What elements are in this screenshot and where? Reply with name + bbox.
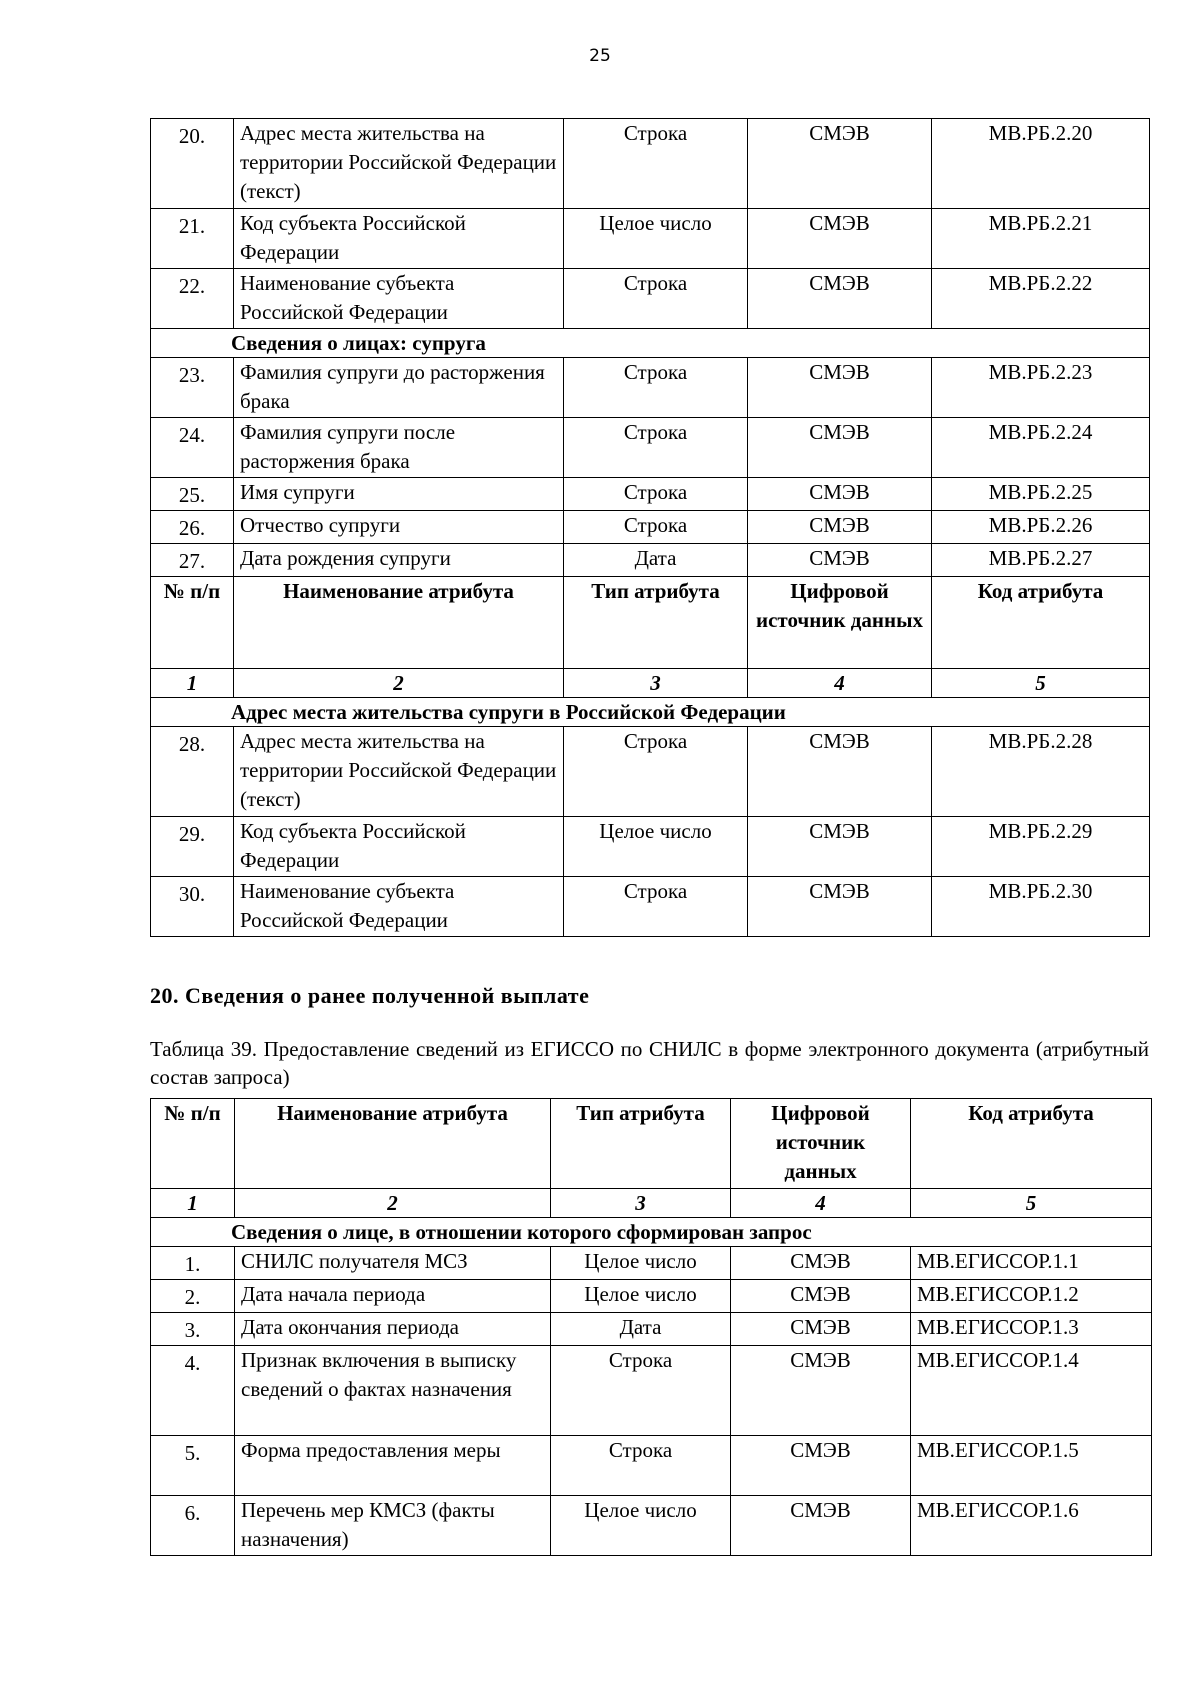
data-source: СМЭВ: [748, 511, 932, 544]
row-number: 5.: [151, 1436, 235, 1496]
attribute-name: Наименование субъекта Российской Федерации: [234, 269, 564, 329]
table-row: [151, 817, 1150, 877]
header-source: Цифровой источник данных: [748, 577, 932, 669]
row-number: 23.: [151, 358, 234, 418]
attribute-type: Строка: [564, 478, 748, 511]
header-number: № п/п: [151, 577, 234, 669]
row-number: 21.: [151, 209, 234, 269]
attribute-name: Отчество супруги: [234, 511, 564, 544]
attribute-code: МВ.РБ.2.27: [932, 544, 1150, 577]
attribute-name: Наименование субъекта Российской Федерации: [234, 877, 564, 937]
header-type: Тип атрибута: [551, 1099, 731, 1189]
section-title-spouse: Сведения о лицах: супруга: [151, 329, 1150, 358]
attribute-code: МВ.РБ.2.29: [932, 817, 1150, 877]
header-code: Код атрибута: [911, 1099, 1152, 1189]
row-number: 22.: [151, 269, 234, 329]
section-row: [151, 329, 1150, 358]
table-row: [151, 1247, 1152, 1280]
table-row: [151, 418, 1150, 478]
attribute-type: Строка: [551, 1346, 731, 1436]
row-number: 29.: [151, 817, 234, 877]
attribute-name: Код субъекта Российской Федерации: [234, 209, 564, 269]
attribute-type: Целое число: [551, 1496, 731, 1556]
attribute-code: МВ.ЕГИССОР.1.4: [911, 1346, 1152, 1436]
data-source: СМЭВ: [731, 1346, 911, 1436]
page-number: 25: [589, 46, 611, 66]
column-index: 1: [151, 669, 234, 698]
data-source: СМЭВ: [731, 1436, 911, 1496]
attribute-type: Строка: [564, 727, 748, 817]
attribute-name: Имя супруги: [234, 478, 564, 511]
attribute-code: МВ.ЕГИССОР.1.5: [911, 1436, 1152, 1496]
table-row: [151, 1436, 1152, 1496]
header-name: Наименование атрибута: [235, 1099, 551, 1189]
attribute-code: МВ.РБ.2.26: [932, 511, 1150, 544]
attribute-type: Целое число: [564, 209, 748, 269]
attribute-type: Целое число: [564, 817, 748, 877]
row-number: 28.: [151, 727, 234, 817]
attribute-name: Фамилия супруги до расторжения брака: [234, 358, 564, 418]
table-row: [151, 877, 1150, 937]
row-number: 25.: [151, 478, 234, 511]
row-number: 1.: [151, 1247, 235, 1280]
table-row: [151, 1313, 1152, 1346]
column-index-row: [151, 1189, 1152, 1218]
attribute-code: МВ.РБ.2.22: [932, 269, 1150, 329]
row-number: 24.: [151, 418, 234, 478]
attribute-code: МВ.РБ.2.30: [932, 877, 1150, 937]
section-title-person: Сведения о лице, в отношении которого сформирован запрос: [151, 1218, 1152, 1247]
data-source: СМЭВ: [731, 1247, 911, 1280]
table-row: [151, 119, 1150, 209]
column-index: 2: [235, 1189, 551, 1218]
column-index: 2: [234, 669, 564, 698]
data-source: СМЭВ: [748, 727, 932, 817]
attribute-name: Адрес места жительства на территории Российской Федерации (текст): [234, 727, 564, 817]
column-index: 5: [911, 1189, 1152, 1218]
attribute-type: Строка: [564, 877, 748, 937]
table-row: [151, 544, 1150, 577]
column-index: 4: [731, 1189, 911, 1218]
header-source: Цифровой источник данных: [731, 1099, 911, 1189]
attribute-type: Строка: [551, 1436, 731, 1496]
table-row: [151, 727, 1150, 817]
attribute-type: Строка: [564, 511, 748, 544]
table-row: [151, 358, 1150, 418]
data-source: СМЭВ: [731, 1280, 911, 1313]
table-caption: Таблица 39. Предоставление сведений из ЕГИССО по СНИЛС в форме электронного документа (атрибутный состав запроса): [150, 1037, 1149, 1089]
row-number: 4.: [151, 1346, 235, 1436]
data-source: СМЭВ: [748, 269, 932, 329]
attribute-name: СНИЛС получателя МСЗ: [235, 1247, 551, 1280]
attribute-name: Фамилия супруги после расторжения брака: [234, 418, 564, 478]
egisso-request-table: [150, 1098, 1152, 1556]
row-number: 30.: [151, 877, 234, 937]
row-number: 3.: [151, 1313, 235, 1346]
attribute-name: Дата начала периода: [235, 1280, 551, 1313]
attribute-code: МВ.ЕГИССОР.1.3: [911, 1313, 1152, 1346]
section-row: [151, 698, 1150, 727]
table-row: [151, 1280, 1152, 1313]
attribute-code: МВ.РБ.2.25: [932, 478, 1150, 511]
attribute-code: МВ.РБ.2.20: [932, 119, 1150, 209]
attribute-code: МВ.РБ.2.21: [932, 209, 1150, 269]
attribute-name: Дата окончания периода: [235, 1313, 551, 1346]
table-header-row: [151, 577, 1150, 669]
column-index: 4: [748, 669, 932, 698]
table-row: [151, 209, 1150, 269]
section-title-address: Адрес места жительства супруги в Российской Федерации: [151, 698, 1150, 727]
row-number: 6.: [151, 1496, 235, 1556]
attribute-code: МВ.РБ.2.28: [932, 727, 1150, 817]
attribute-type: Дата: [551, 1313, 731, 1346]
header-name: Наименование атрибута: [234, 577, 564, 669]
attribute-type: Строка: [564, 269, 748, 329]
table-header-row: [151, 1099, 1152, 1189]
data-source: СМЭВ: [748, 544, 932, 577]
attribute-name: Перечень мер КМСЗ (факты назначения): [235, 1496, 551, 1556]
attribute-name: Форма предоставления меры: [235, 1436, 551, 1496]
table-row: [151, 1346, 1152, 1436]
data-source: СМЭВ: [731, 1313, 911, 1346]
attribute-name: Признак включения в выписку сведений о фактах назначения: [235, 1346, 551, 1436]
attribute-code: МВ.РБ.2.23: [932, 358, 1150, 418]
column-index: 5: [932, 669, 1150, 698]
data-source: СМЭВ: [748, 877, 932, 937]
header-number: № п/п: [151, 1099, 235, 1189]
table-row: [151, 1496, 1152, 1556]
row-number: 2.: [151, 1280, 235, 1313]
row-number: 26.: [151, 511, 234, 544]
attribute-type: Целое число: [551, 1280, 731, 1313]
column-index: 1: [151, 1189, 235, 1218]
section-heading: 20. Сведения о ранее полученной выплате: [150, 983, 590, 1008]
attribute-type: Дата: [564, 544, 748, 577]
table-row: [151, 511, 1150, 544]
section-row: [151, 1218, 1152, 1247]
data-source: СМЭВ: [748, 358, 932, 418]
attribute-code: МВ.ЕГИССОР.1.1: [911, 1247, 1152, 1280]
data-source: СМЭВ: [748, 817, 932, 877]
column-index: 3: [551, 1189, 731, 1218]
row-number: 27.: [151, 544, 234, 577]
attribute-code: МВ.РБ.2.24: [932, 418, 1150, 478]
attributes-table-continued: [150, 118, 1150, 937]
attribute-type: Строка: [564, 418, 748, 478]
row-number: 20.: [151, 119, 234, 209]
data-source: СМЭВ: [748, 209, 932, 269]
attribute-type: Целое число: [551, 1247, 731, 1280]
data-source: СМЭВ: [748, 418, 932, 478]
attribute-code: МВ.ЕГИССОР.1.6: [911, 1496, 1152, 1556]
attribute-name: Адрес места жительства на территории Российской Федерации (текст): [234, 119, 564, 209]
header-type: Тип атрибута: [564, 577, 748, 669]
data-source: СМЭВ: [748, 478, 932, 511]
attribute-code: МВ.ЕГИССОР.1.2: [911, 1280, 1152, 1313]
attribute-name: Код субъекта Российской Федерации: [234, 817, 564, 877]
column-index-row: [151, 669, 1150, 698]
header-code: Код атрибута: [932, 577, 1150, 669]
attribute-name: Дата рождения супруги: [234, 544, 564, 577]
table-row: [151, 478, 1150, 511]
column-index: 3: [564, 669, 748, 698]
attribute-type: Строка: [564, 119, 748, 209]
data-source: СМЭВ: [731, 1496, 911, 1556]
data-source: СМЭВ: [748, 119, 932, 209]
attribute-type: Строка: [564, 358, 748, 418]
table-row: [151, 269, 1150, 329]
